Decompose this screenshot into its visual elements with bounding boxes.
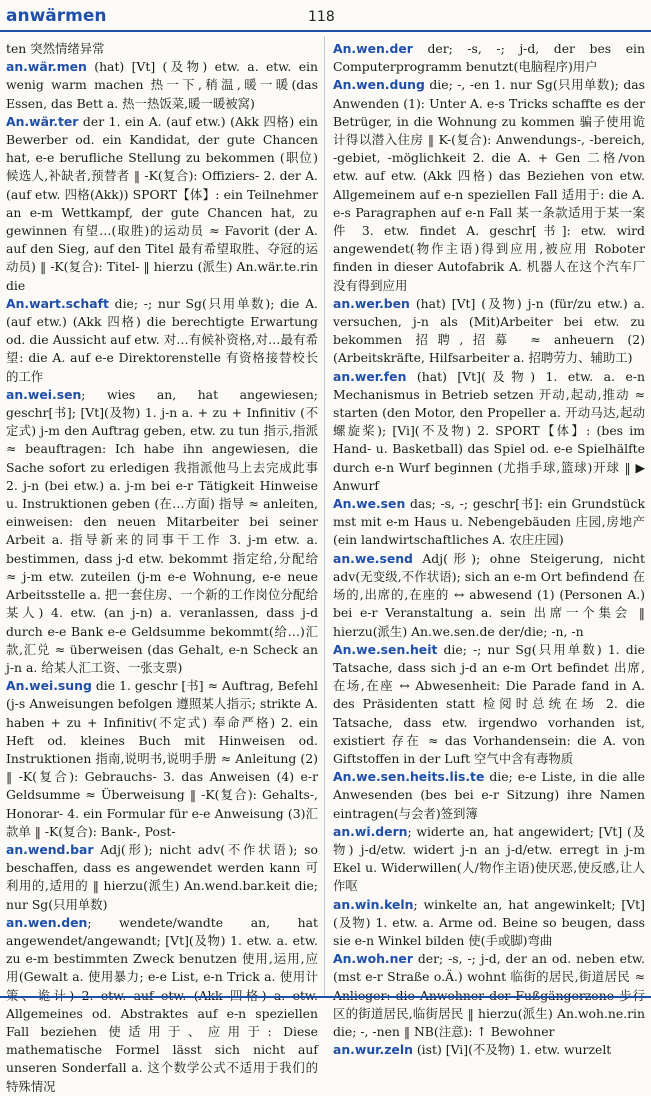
entry-headword: An.wart.schaft — [6, 295, 109, 311]
entry-definition: (hat) [Vt](及物) 1. etw. a. e-n Mechanismus in Betrieb setzen 开动,起动,推动 ≈ starten (den Motor, den Propeller a. 开动马达,起动螺旋桨); [Vi](不及物) 2. SPORT【体】: (bes im Hand- u. Basketball) das Spiel od. e-e Spielhälfte durch e-n Wurf beginnen (尤指手球,篮球)开球 ‖ ▶ Anwurf — [333, 368, 645, 493]
entry-definition: der; -s, -; j-d, der bes ein Computerprogramm benutzt(电脑程序)用户 — [333, 41, 645, 75]
entry-headword: An.we.sen — [333, 496, 406, 512]
entry-headword: an.wer.fen — [333, 368, 407, 384]
dictionary-entry — [333, 896, 645, 951]
dictionary-entry — [333, 768, 645, 823]
page-number: 118 — [308, 9, 335, 25]
entry-headword: An.wen.dung — [333, 77, 425, 93]
entry-definition: Adj(形); ohne Steigerung, nicht adv(无变级,不作状语); sich an e-m Ort befindend 在场的,出席的,在座的 ↔ abwesend (1) (Personen A.) bei e-r Veranstaltung a. sein 出席一个集会 ‖ hierzu(派生) An.we.sen.de der/die; -n, -n — [333, 550, 645, 639]
dictionary-entry — [6, 386, 318, 677]
entry-definition: ; wies an, hat angewiesen; geschr[书]; [Vt](及物) 1. j-n a. + zu + Infinitiv (不定式) j-m den Auftrag geben, etw. zu tun 指示,指派 ≈ beauftragen: Ich habe ihn angewiesen, die Sache sofort zu erledigen 我指派他马上去完成此事 2. j-n (bei etw.) a. j-m bei e-r Tätigkeit Hinweise u. Instruktionen geben (在…方面) 指导 ≈ anleiten, einweisen: den neuen Mitarbeiter bei seiner Arbeit a. 指导新来的同事干工作 3. j-m etw. a. bestimmen, dass j-d etw. bekommt 指定给,分配给 ≈ j-m etw. zuteilen (j-m e-e Wohnung, e-e neue Arbeitsstelle a. 把一套住房、一个新的工作岗位分配给某人) 4. etw. (an j-n) a. veranlassen, dass j-d durch e-e Bank e-e Geldsumme bekommt(给…)汇款,汇兑 ≈ überweisen (das Gehalt, e-n Scheck an j-n a. 给某人汇工资、一张支票) — [6, 386, 318, 675]
entry-definition: ; wendete/wandte an, hat angewendet/angewandt; [Vt](及物) 1. etw. a. etw. zu e-m bestimmten Zweck benutzen 使用,运用,应用(Gewalt a. 使用暴力; e-e List, e-n Trick a. 使用计 Allgemeines od. Abstraktes auf e-n speziellen Fall beziehen 使适用于、应用于: Diese mathematische Formel lässt sich nicht auf unseren Sonderfall a. 这个数学公式不适用于我们的特殊情况 — [6, 914, 318, 1094]
left-column — [6, 40, 318, 1094]
dictionary-entry — [333, 1041, 645, 1059]
entry-definition: (ist) [Vi](不及物) 1. etw. wurzelt — [412, 1042, 612, 1058]
dictionary-entry — [333, 495, 645, 550]
entry-definition: ten 突然情绪异常 — [6, 41, 105, 56]
dictionary-entry — [333, 76, 645, 294]
entry-headword: an.wi.dern — [333, 823, 408, 839]
dictionary-entry — [6, 40, 318, 58]
entry-headword: an.wär.men — [6, 59, 87, 75]
entry-headword: an.win.keln — [333, 896, 414, 912]
dictionary-entry — [333, 368, 645, 495]
entry-definition: ; widerte an, hat angewidert; [Vt] (及物) j-d/etw. widert j-n an j-d/etw. erregt in j-m Ekel u. Widerwillen(人/物作主语)使厌恶,使反感,让人作呕 — [333, 823, 645, 894]
entry-headword: An.wei.sung — [6, 678, 92, 694]
dictionary-entry — [333, 641, 645, 768]
dictionary-entry — [6, 677, 318, 841]
right-column — [333, 40, 645, 1058]
entry-headword: An.we.sen.heit — [333, 641, 438, 657]
entry-definition: der 1. ein A. (auf etw.) (Akk 四格) ein Bewerber od. ein Kandidat, der gute Chancen hat, e-e berufliche Stellung zu bekommen (职位)候选人,补缺者,预替者 ‖ -K(复合): Offiziers- 2. der A. (auf etw. 四格(Akk)) SPORT【体】: ein Teilnehmer an e-m Wettkampf, der gute Chancen hat, zu gewinnen 有望…(取胜)的运动员 ≈ Favorit (der A. auf den Sieg, auf den Titel 最有希望取胜、夺冠的运动员) ‖ -K(复合): Titel- ‖ hierzu (派生) An.wär.te.rin die — [6, 113, 318, 293]
entry-definition: ; winkelte an, hat angewinkelt; [Vt](及物) 1. etw. a. Arme od. Beine so beugen, dass sie e-n Winkel bilden 使(手或脚)弯曲 — [333, 896, 645, 948]
entry-headword: An.we.sen.heits.lis.te — [333, 769, 485, 785]
footer-rule — [0, 996, 651, 998]
entry-headword: an.wend.bar — [6, 841, 94, 857]
entry-definition: die; -; nur Sg(只用单数) 1. die Tatsache, dass sich j-d an e-m Ort befindet 出席,在场,在座 ↔ Abwesenheit: Die Parade fand in A. des Präsidenten statt 检阅时总统在场 2. die Tatsache, dass etw. irgendwo vorhanden ist, existiert 存在 ≈ das Vorhandensein: die A. von Giftstoffen in der Luft 空气中含有毒物质 — [333, 641, 645, 766]
entry-headword: An.wen.der — [333, 41, 413, 56]
running-headword: anwärmen — [6, 6, 107, 26]
dictionary-entry — [6, 58, 318, 113]
entry-headword: an.we.send — [333, 550, 413, 566]
entry-definition: der; -s, -; j-d, der an od. neben etw. (mst e-r Straße o.Ä.) wohnt 临街的居民,街道居民 ≈ 区的街道居民,临街居民 ‖ hierzu(派生) An.woh.ne.rin die; -, -nen ‖ NB(注意): ↑ Bewohner — [333, 951, 645, 1039]
entry-definition: die; e-e Liste, in die alle Anwesenden (bes bei e-r Sitzung) ihre Namen eintragen(与会者)签到簿 — [333, 769, 645, 821]
header-rule — [0, 30, 651, 32]
entry-headword: an.wen.den — [6, 914, 88, 930]
entry-headword: an.wur.zeln — [333, 1042, 413, 1058]
dictionary-entry — [333, 295, 645, 368]
entry-headword: An.wär.ter — [6, 113, 79, 129]
dictionary-entry — [6, 295, 318, 386]
page-header — [0, 0, 651, 34]
dictionary-entry — [6, 841, 318, 914]
dictionary-entry — [6, 914, 318, 1096]
entry-definition: (hat) [Vt] (及物) etw. a. etw. ein wenig warm machen 热一下,稍温,暖一暖(das Essen, das Bett a. 热一热饭菜,暖一暖被窝) — [6, 59, 318, 111]
entry-headword: an.wer.ben — [333, 295, 410, 311]
entry-definition: das; -s, -; geschr[书]: ein Grundstück mst mit e-m Haus u. Nebengebäuden 庄园,房地产 (ein landwirtschaftliches A. 农庄庄园) — [333, 496, 645, 548]
entry-definition: die; -, -en 1. nur Sg(只用单数); das Anwenden (1): Unter A. e-s Tricks schaffte es der Betrüger, in die Wohnung zu kommen 骗子使用诡计得以潜入住房 ‖ K-(复合): Anwendungs-, -bereich, -gebiet, -möglichkeit 2. die A. + Gen 二格/von etw. auf etw. (Akk 四格) das Beziehen von etw. Allgemeinem auf e-n speziellen Fall 适用于: die A. e-s Paragraphen auf e-n Fall 某一条款适用于某一案件 3. etw. findet A. geschr[书]: etw. wird angewendet(物作主语)得到应用,被应用 Roboter finden in dieser Autofabrik A. 机器人在这个汽车厂没有得到应用 — [333, 77, 645, 293]
entry-definition: Adj(形); nicht adv(不作状语); so beschaffen, dass es angewendet werden kann 可利用的,适用的 ‖ hierzu(派生) An.wend.bar.keit die; nur Sg(只用单数) — [6, 841, 318, 912]
column-divider — [324, 36, 325, 996]
entry-definition: die 1. geschr [书] ≈ Auftrag, Befehl (j-s Anweisungen befolgen 遵照某人指示; strikte A. haben + zu + Infinitiv(不定式) 奉命严格) 2. ein Heft od. kleines Buch mit Hinweisen od. Instruktionen 指南,说明书,说明手册 ≈ Anleitung (2) ‖ -K(复合): Gebrauchs- 3. das Anweisen (4) e-r Geldsumme ≈ Überweisung ‖ -K(复合): Gehalts-, Honorar- 4. ein Formular für e-e Anweisung (3)汇款单 ‖ -K(复合): Bank-, Post- — [6, 678, 318, 839]
entry-definition: (hat) [Vt] (及物) j-n (für/zu etw.) a. versuchen, j-n als (Mit)Arbeiter bei etw. zu bekommen 招聘,招募 ≈ anheuern (2) (Arbeitskräfte, Hilfsarbeiter a. 招聘劳力、辅助工) — [333, 295, 645, 366]
entry-headword: An.woh.ner — [333, 951, 413, 967]
dictionary-entry — [333, 550, 645, 641]
entry-definition: die; -; nur Sg(只用单数); die A. (auf etw.) (Akk 四格) die berechtigte Erwartung od. die Aussicht auf etw. 对…有候补资格,对…最有希望: die A. auf e-e Direktorenstelle 有资格接替校长的工作 — [6, 295, 318, 384]
dictionary-entry — [333, 40, 645, 76]
dictionary-entry — [6, 113, 318, 295]
entry-headword: an.wei.sen — [6, 386, 82, 402]
dictionary-entry — [333, 823, 645, 896]
